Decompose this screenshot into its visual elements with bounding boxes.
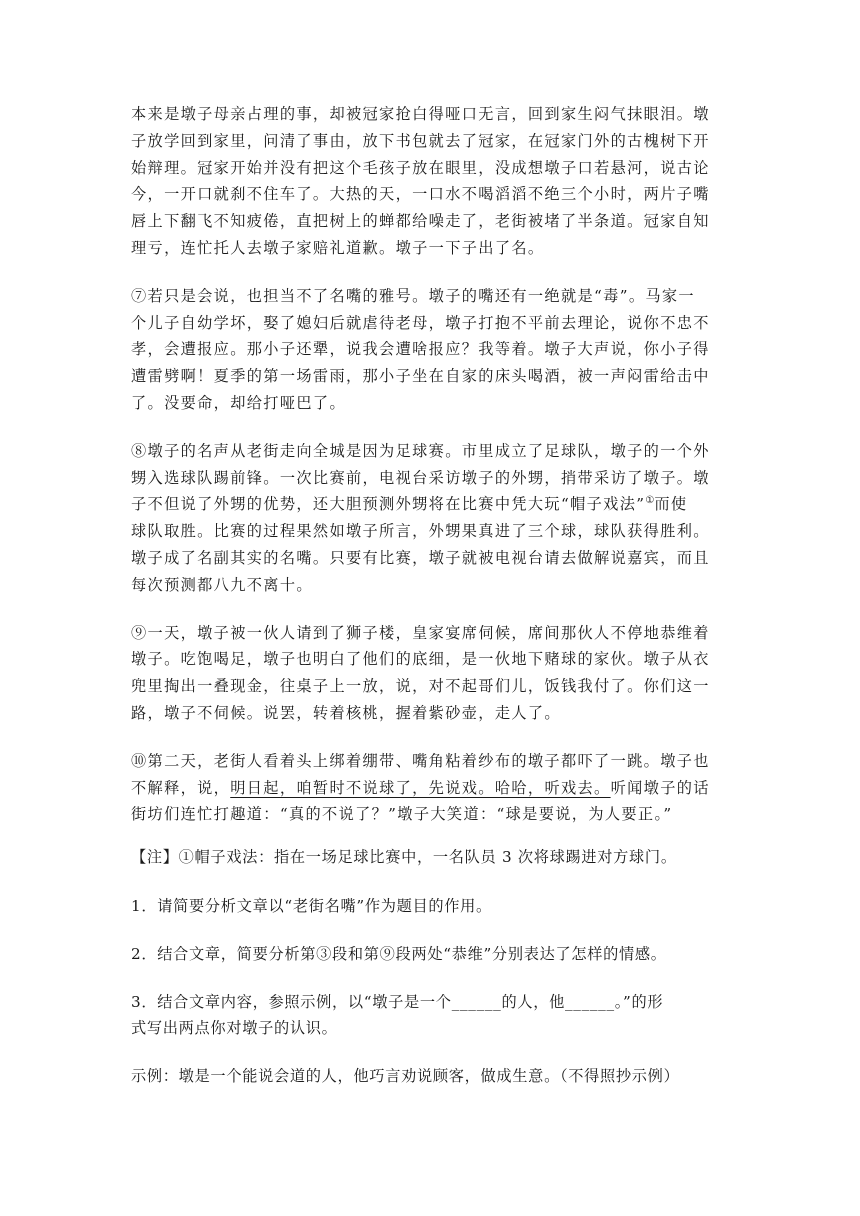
text-line: ⑩第二天，老街人看着头上绑着绷带、嘴角粘着纱布的墩子都吓了一跳。墩子也 bbox=[131, 751, 710, 770]
text-line: 本来是墩子母亲占理的事，却被冠家抢白得哑口无言，回到家生闷气抹眼泪。墩 bbox=[131, 105, 710, 123]
text-line: 了。没要命，却给打哑巴了。 bbox=[131, 393, 346, 412]
footnote-marker[interactable]: ① bbox=[645, 495, 655, 507]
text-line-with-underline bbox=[131, 775, 731, 802]
text-line: 兜里掏出一叠现金，往桌子上一放，说，对不起哥们儿，饭钱我付了。你们这一 bbox=[131, 677, 710, 696]
text-segment: 听闻墩子的话 bbox=[610, 778, 710, 797]
paragraph-10 bbox=[131, 748, 731, 828]
text-line: 始辩理。冠家开始并没有把这个毛孩子放在眼里，没成想墩子口若悬河，说古论 bbox=[131, 158, 710, 177]
paragraph-8 bbox=[131, 438, 731, 599]
text-line: 每次预测都八九不离十。 bbox=[131, 575, 313, 594]
question-3 bbox=[131, 989, 731, 1041]
document-page bbox=[131, 101, 731, 1089]
text-line: 个儿子自幼学坏，娶了媳妇后就虐待老母，墩子打抱不平前去理论，说你不忠不 bbox=[131, 313, 710, 332]
text-line: 球队取胜。比赛的过程果然如墩子所言，外甥果真进了三个球，球队获得胜利。 bbox=[131, 522, 710, 541]
text-line: ⑦若只是会说，也担当不了名嘴的雅号。墩子的嘴还有一绝就是“毒”。马家一 bbox=[131, 286, 695, 305]
text-segment: 子不但说了外甥的优势，还大胆预测外甥将在比赛中凭大玩“帽子戏法” bbox=[131, 495, 646, 514]
text-line: 理亏，连忙托人去墩子家赔礼道歉。墩子一下子出了名。 bbox=[131, 238, 545, 257]
text-line: 子放学回到家里，问清了事由，放下书包就去了冠家，在冠家门外的古槐树下开 bbox=[131, 131, 710, 150]
text-segment: 不解释，说， bbox=[131, 778, 231, 797]
text-line-with-footnote bbox=[131, 491, 731, 518]
example-answer: 示例：墩是一个能说会道的人，他巧言劝说顾客，做成生意。（不得照抄示例） bbox=[131, 1067, 680, 1086]
text-line: ⑨一天，墩子被一伙人请到了狮子楼，皇家宴席伺候，席间那伙人不停地恭维着 bbox=[131, 623, 710, 642]
text-line: 墩子成了名副其实的名嘴。只要有比赛，墩子就被电视台请去做解说嘉宾，而且 bbox=[131, 548, 710, 567]
text-line: 甥入选球队踢前锋。一次比赛前，电视台采访墩子的外甥，捎带采访了墩子。墩 bbox=[131, 468, 710, 487]
question-3-line: 3．结合文章内容，参照示例，以“墩子是一个______的人，他______。”的形 bbox=[131, 993, 664, 1012]
text-line: ⑧墩子的名声从老街走向全城是因为足球赛。市里成立了足球队，墩子的一个外 bbox=[131, 441, 710, 460]
question-2: 2．结合文章，简要分析第③段和第⑨段两处“恭维”分别表达了怎样的情感。 bbox=[131, 945, 667, 964]
paragraph-9 bbox=[131, 620, 731, 727]
paragraph-6 bbox=[131, 101, 731, 262]
text-line: 街坊们连忙打趣道：“真的不说了？”墩子大笑道：“球是要说，为人要正。” bbox=[131, 805, 673, 824]
footnote: 【注】①帽子戏法：指在一场足球比赛中，一名队员 3 次将球踢进对方球门。 bbox=[131, 848, 677, 867]
question-1: 1．请简要分析文章以“老街名嘴”作为题目的作用。 bbox=[131, 897, 492, 916]
text-line: 路，墩子不伺候。说罢，转着核桃，握着紫砂壶，走人了。 bbox=[131, 703, 561, 722]
text-line: 孝，会遭报应。那小子还犟，说我会遭啥报应？我等着。墩子大声说，你小子得 bbox=[131, 340, 710, 359]
text-line: 墩子。吃饱喝足，墩子也明白了他们的底细，是一伙地下赌球的家伙。墩子从衣 bbox=[131, 650, 710, 669]
underlined-sentence: 明日起，咱暂时不说球了，先说戏。哈哈，听戏去。 bbox=[230, 778, 611, 797]
text-line: 今，一开口就刹不住车了。大热的天，一口水不喝滔滔不绝三个小时，两片子嘴 bbox=[131, 185, 710, 204]
question-3-line: 式写出两点你对墩子的认识。 bbox=[131, 1019, 338, 1038]
paragraph-7 bbox=[131, 283, 731, 417]
text-segment: 而使 bbox=[654, 495, 688, 514]
text-line: 遭雷劈啊！夏季的第一场雷雨，那小子坐在自家的床头喝酒，被一声闷雷给击中 bbox=[131, 367, 710, 386]
text-line: 唇上下翻飞不知疲倦，直把树上的蝉都给噪走了，老街被堵了半条道。冠家自知 bbox=[131, 212, 710, 231]
